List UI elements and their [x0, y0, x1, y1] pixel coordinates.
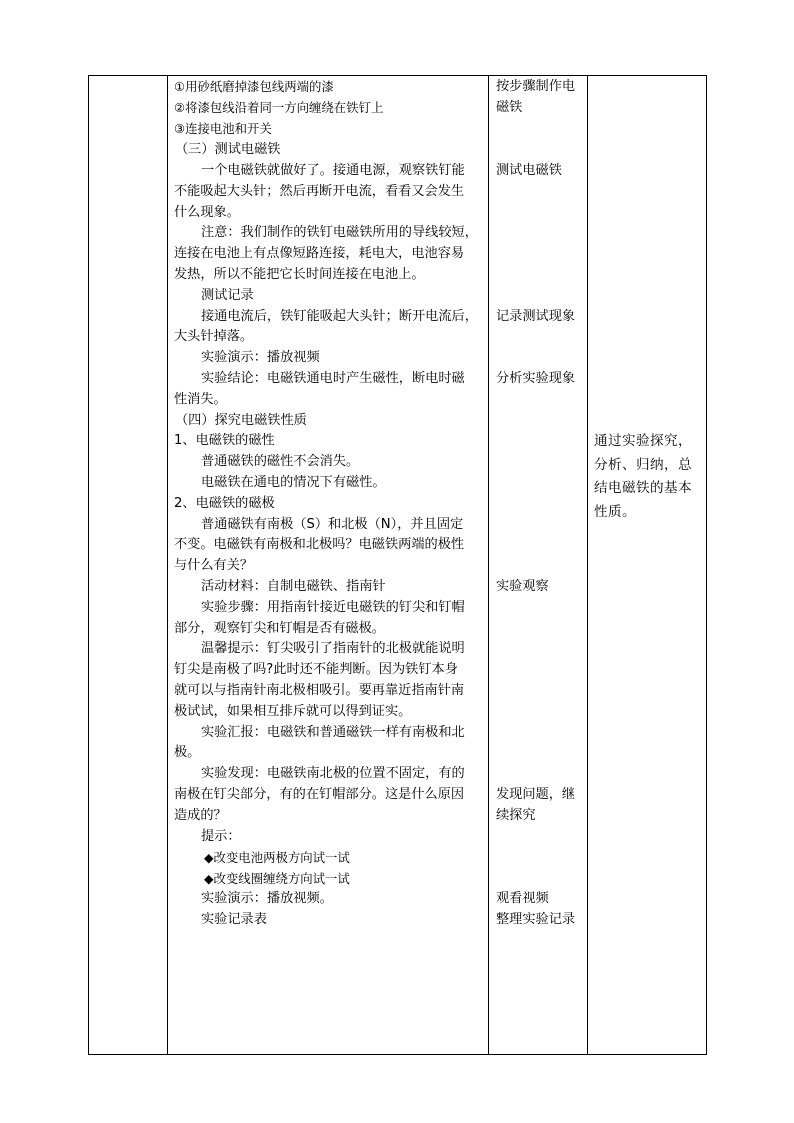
activity-line: 观看视频 — [496, 891, 549, 906]
activity-line: 记录测试现象 — [496, 309, 576, 324]
paragraph-line: 一个电磁铁就做好了。接通电源，观察铁钉能 — [201, 163, 465, 178]
paragraph-line: 钉尖是南极了吗?此时还不能判断。因为铁钉本身 — [174, 662, 458, 677]
subsection-1-title: 1、电磁铁的磁性 — [174, 433, 275, 448]
paragraph-line: 不能吸起大头针；然后再断开电流，看看又会发生 — [174, 184, 465, 199]
table-border-bottom — [88, 1054, 707, 1055]
table-border-left — [88, 75, 89, 1055]
hint-label: 提示： — [201, 829, 241, 844]
paragraph-line: 实验结论：电磁铁通电时产生磁性，断电时磁 — [201, 371, 465, 386]
activity-line: 整理实验记录 — [496, 912, 576, 927]
activity-line: 实验观察 — [496, 579, 549, 594]
paragraph-line: 注意：我们制作的铁钉电磁铁所用的导线较短， — [201, 225, 478, 240]
section-3-title: （三）测试电磁铁 — [175, 142, 281, 157]
paragraph-line: 温馨提示：钉尖吸引了指南针的北极就能说明 — [201, 641, 465, 656]
paragraph-line: 接通电流后，铁钉能吸起大头针；断开电流后， — [201, 309, 478, 324]
hint-item: ◆改变电池两极方向试一试 — [204, 850, 350, 865]
paragraph-line: 实验发现：电磁铁南北极的位置不固定，有的 — [201, 766, 465, 781]
paragraph-line: 实验汇报：电磁铁和普通磁铁一样有南极和北 — [201, 725, 465, 740]
design-intent-text: 通过实验探究，分析、归纳，总结电磁铁的基本性质。 — [594, 433, 692, 520]
paragraph-line: 发热，所以不能把它长时间连接在电池上。 — [174, 267, 425, 282]
paragraph-line: 活动材料：自制电磁铁、指南针 — [201, 579, 386, 594]
paragraph-line: 极。 — [174, 745, 201, 760]
paragraph-line: 极试试，如果相互排斥就可以得到证实。 — [174, 704, 412, 719]
activity-line: 续探究 — [496, 808, 536, 823]
table-border-top — [88, 75, 707, 76]
step-1: ①用砂纸磨掉漆包线两端的漆 — [174, 79, 334, 94]
paragraph-line: 大头针掉落。 — [174, 329, 254, 344]
record-table-label: 实验记录表 — [201, 912, 267, 927]
activity-line: 测试电磁铁 — [496, 163, 562, 178]
paragraph-line: 普通磁铁有南极（S）和北极（N），并且固定 — [201, 517, 464, 532]
step-2: ②将漆包线沿着同一方向缠绕在铁钉上 — [174, 100, 384, 115]
paragraph-line: 普通磁铁的磁性不会消失。 — [201, 454, 360, 469]
paragraph-line: 电磁铁在通电的情况下有磁性。 — [201, 475, 386, 490]
paragraph-line: 不变。电磁铁有南极和北极吗？电磁铁两端的极性 — [174, 537, 465, 552]
table-border-right — [706, 75, 707, 1055]
activity-line: 发现问题，继 — [496, 787, 576, 802]
test-record-heading: 测试记录 — [201, 288, 254, 303]
paragraph-line: 与什么有关？ — [174, 558, 254, 573]
subsection-2-title: 2、电磁铁的磁极 — [174, 496, 275, 511]
paragraph-line: 造成的？ — [174, 808, 227, 823]
column-divider-3 — [587, 75, 588, 1055]
activity-line: 分析实验现象 — [496, 371, 576, 386]
paragraph-line: 实验演示：播放视频。 — [201, 891, 333, 906]
step-3: ③连接电池和开关 — [174, 121, 272, 136]
paragraph-line: 实验步骤：用指南针接近电磁铁的钉尖和钉帽 — [201, 600, 465, 615]
column-divider-1 — [167, 75, 168, 1055]
activity-line: 按步骤制作电 — [496, 79, 576, 94]
paragraph-line: 连接在电池上有点像短路连接，耗电大，电池容易 — [174, 246, 465, 261]
paragraph-line: 部分，观察钉尖和钉帽是否有磁极。 — [174, 621, 385, 636]
paragraph-line: 就可以与指南针南北极相吸引。要再靠近指南针南 — [174, 683, 465, 698]
paragraph-line: 实验演示：播放视频 — [201, 350, 320, 365]
hint-item: ◆改变线圈缠绕方向试一试 — [204, 871, 350, 886]
paragraph-line: 什么现象。 — [174, 205, 240, 220]
section-4-title: （四）探究电磁铁性质 — [175, 413, 307, 428]
column-divider-2 — [488, 75, 489, 1055]
paragraph-line: 性消失。 — [174, 392, 227, 407]
activity-line: 磁铁 — [496, 100, 523, 115]
paragraph-line: 南极在钉尖部分，有的在钉帽部分。这是什么原因 — [174, 787, 465, 802]
